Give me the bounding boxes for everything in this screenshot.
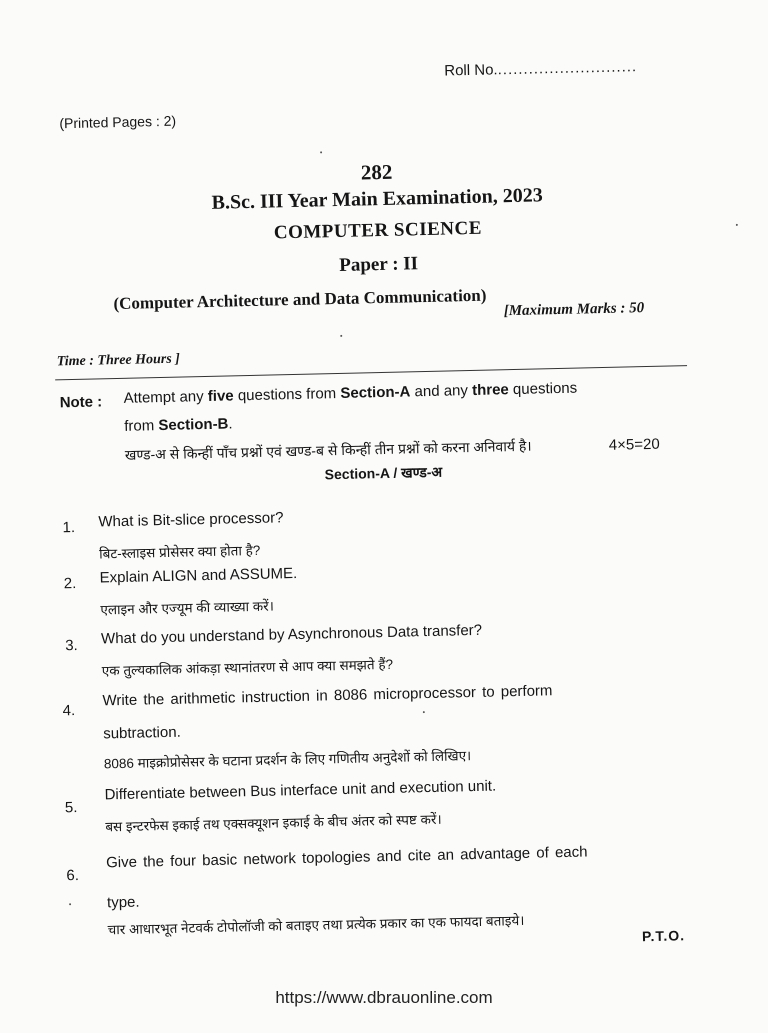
note-hindi: खण्ड-अ से किन्हीं पाँच प्रश्नों एवं खण्ड-ब से किन्हीं तीन प्रश्नों को करना अनिवार्य है। bbox=[124, 437, 532, 463]
note-text: and any bbox=[414, 382, 469, 401]
note-emphasis: five bbox=[207, 387, 234, 405]
question-hindi: 8086 माइक्रोप्रोसेसर के घटाना प्रदर्शन के लिए गणितीय अनुदेशों को लिखिए। bbox=[103, 748, 472, 772]
question-english: type. bbox=[106, 893, 140, 912]
question-number: 2. bbox=[63, 575, 77, 593]
roll-number-label: Roll No. bbox=[444, 61, 498, 80]
question-hindi: एलाइन और एज्यूम की व्याख्या करें। bbox=[100, 598, 275, 618]
exam-title: B.Sc. III Year Main Examination, 2023 bbox=[211, 184, 543, 214]
scan-speck bbox=[736, 224, 738, 226]
please-turn-over: P.T.O. bbox=[641, 927, 686, 945]
note-emphasis: three bbox=[471, 381, 509, 399]
note-text: from bbox=[124, 417, 155, 435]
question-number: 3. bbox=[65, 636, 78, 655]
question-number: 1. bbox=[62, 519, 76, 537]
paper-subtitle: (Computer Architecture and Data Communication) bbox=[113, 285, 487, 314]
note-text: questions bbox=[512, 379, 578, 399]
note-text: questions from bbox=[237, 385, 337, 405]
scan-speck bbox=[69, 903, 71, 905]
note-emphasis: Section-A bbox=[340, 383, 411, 402]
note-text: . bbox=[228, 415, 233, 433]
roll-number-field bbox=[444, 58, 637, 79]
question-hindi: बस इन्टरफेस इकाई तथ एक्सक्यूशन इकाई के बीच अंतर को स्पष्ट करें। bbox=[105, 811, 442, 835]
scan-speck bbox=[320, 151, 322, 153]
maximum-marks: [Maximum Marks : 50 bbox=[503, 300, 645, 320]
question-number: 5. bbox=[64, 799, 78, 817]
footer-url: https://www.dbrauonline.com bbox=[275, 988, 493, 1007]
question-english: Give the four basic network topologies and cite an advantage of each bbox=[105, 843, 588, 872]
printed-pages: (Printed Pages : 2) bbox=[59, 112, 177, 132]
question-number: 4. bbox=[62, 702, 76, 720]
note-line-2 bbox=[124, 415, 233, 434]
note-emphasis: Section-B bbox=[158, 415, 229, 435]
question-english: What is Bit-slice processor? bbox=[98, 509, 284, 531]
question-english: Write the arithmetic instruction in 8086 microprocessor to perform bbox=[102, 682, 553, 710]
question-number: 6. bbox=[66, 867, 80, 885]
roll-number-dots: ........................... bbox=[497, 58, 638, 79]
question-english: Explain ALIGN and ASSUME. bbox=[99, 564, 298, 587]
question-english: Differentiate between Bus interface unit and execution unit. bbox=[104, 777, 497, 804]
note-line-1 bbox=[123, 380, 577, 407]
section-heading: Section-A / खण्ड-अ bbox=[324, 463, 443, 483]
scan-speck bbox=[423, 711, 425, 713]
question-hindi: चार आधारभूत नेटवर्क टोपोलॉजी को बताइए तथा प्रत्येक प्रकार का एक फायदा बताइये। bbox=[107, 912, 525, 938]
paper-number: Paper : II bbox=[339, 253, 419, 276]
question-english: subtraction. bbox=[103, 723, 181, 743]
question-hindi: एक तुल्यकालिक आंकड़ा स्थानांतरण से आप क्या समझते हैं? bbox=[101, 656, 394, 679]
paper-code: 282 bbox=[360, 159, 393, 185]
section-marks: 4×5=20 bbox=[608, 435, 660, 454]
time-allowed: Time : Three Hours ] bbox=[56, 351, 181, 370]
scan-speck bbox=[340, 335, 342, 337]
question-hindi: बिट-स्लाइस प्रोसेसर क्या होता है? bbox=[98, 542, 261, 562]
note-label: Note : bbox=[59, 393, 103, 412]
subject-title: COMPUTER SCIENCE bbox=[273, 217, 483, 244]
note-text: Attempt any bbox=[123, 388, 204, 407]
question-english: What do you understand by Asynchronous Data transfer? bbox=[100, 621, 483, 648]
